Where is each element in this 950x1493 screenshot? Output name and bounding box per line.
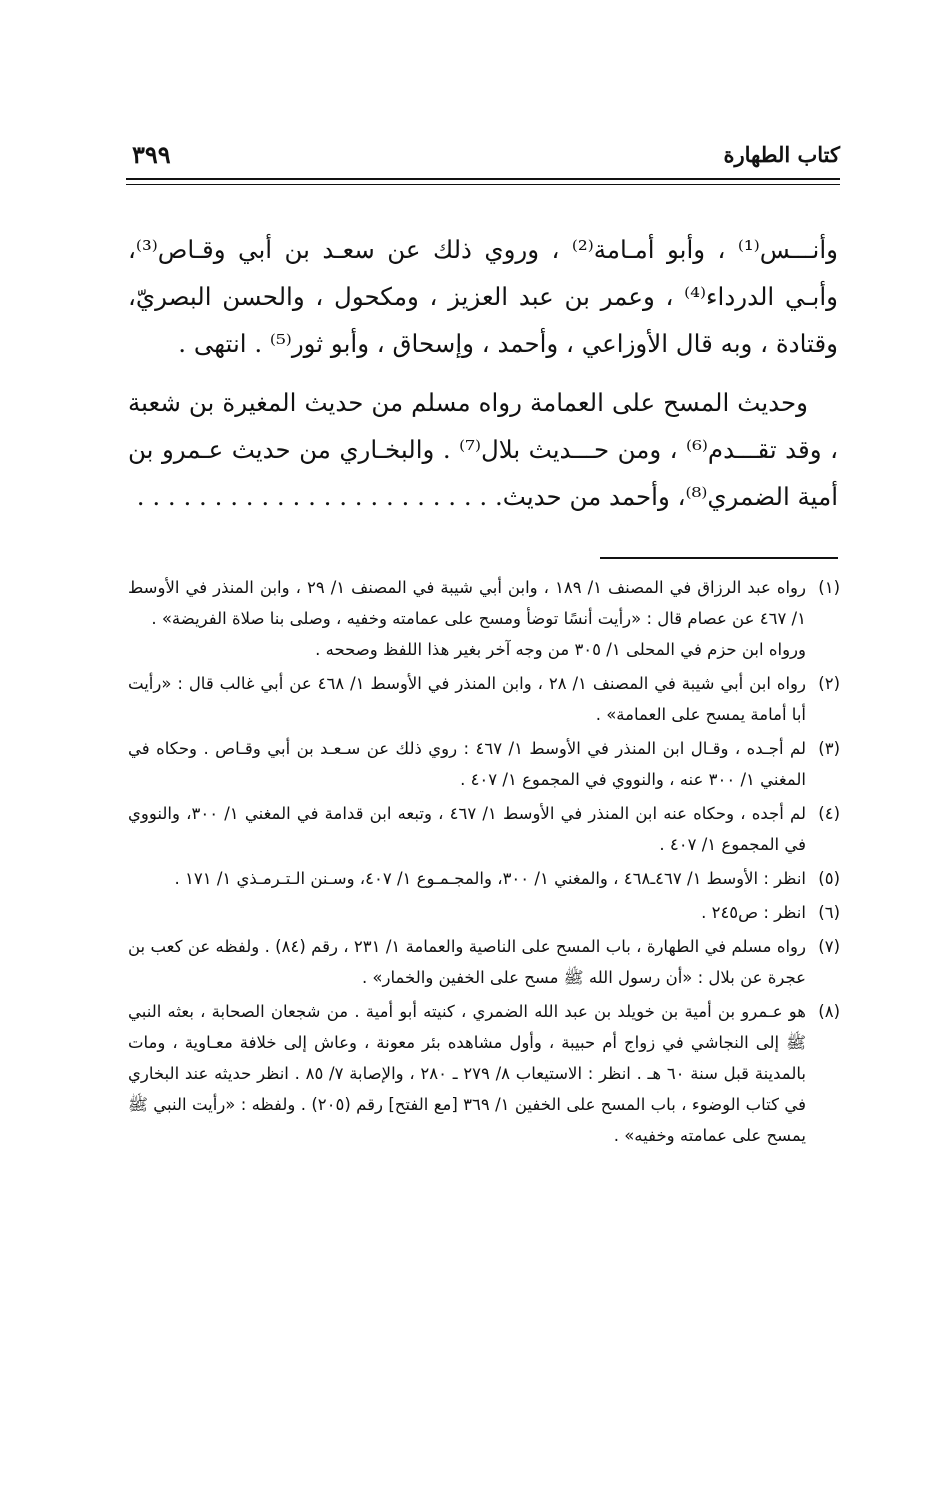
footnote	[128, 863, 840, 894]
footnote-text: رواه عبد الرزاق في المصنف ١/ ١٨٩ ، وابن أبي شيبة في المصنف ١/ ٢٩ ، وابن المنذر في الأوسط ١/ ٤٦٧ عن عصام قال : «رأيت أنسًا توضأ ومسح على عمامته وخفيه ، وصلى بنا صلاة الفريضة» .	[128, 578, 806, 628]
header-rule-thin	[126, 184, 840, 185]
footnote-number: (٤)	[818, 804, 840, 823]
footnote-text: لم أجده ، وحكاه عنه ابن المنذر في الأوسط ١/ ٤٦٧ ، وتبعه ابن قدامة في المغني ١/ ٣٠٠، والنووي في المجموع ١/ ٤٠٧ .	[128, 804, 806, 854]
footnote	[128, 733, 840, 795]
running-header	[126, 140, 840, 180]
footnote-number: (٨)	[818, 1002, 840, 1021]
footnote-text: لم أجـده ، وقـال ابن المنذر في الأوسط ١/ ٤٦٧ : روي ذلك عن سـعـد بن أبي وقـاص . وحكاه في المغني ١/ ٣٠٠ عنه ، والنووي في المجموع ١/ ٤٠٧ .	[128, 739, 806, 789]
footnote-number: (١)	[818, 578, 840, 597]
body-paragraph: وأنـــس⁽¹⁾ ، وأبو أمـامة⁽²⁾ ، وروي ذلك عن سعـد بن أبي وقـاص⁽³⁾، وأبـي الدرداء⁽⁴⁾ ، وعمر بن عبد العزيز ، ومكحول ، والحسن البصريّ، وقتادة ، وبه قال الأوزاعي ، وأحمد ، وإسحاق ، وأبو ثور⁽⁵⁾ . انتهى .	[128, 235, 839, 358]
page-number: ٣٩٩	[132, 140, 171, 169]
footnote-number: (٣)	[818, 739, 840, 758]
footnote-text: رواه ابن أبي شيبة في المصنف ١/ ٢٨ ، وابن المنذر في الأوسط ١/ ٤٦٨ عن أبي غالب قال : «رأيت أبا أمامة يمسح على العمامة» .	[128, 674, 806, 724]
footnote-separator	[600, 557, 838, 559]
body-paragraph: وحديث المسح على العمامة رواه مسلم من حديث المغيرة بن شعبة ، وقد تقـــدم⁽⁶⁾ ، ومن حـــديث بلال⁽⁷⁾ . والبخـاري من حديث عـمرو بن أمية الضمري⁽⁸⁾، وأحمد من حديث. . . . . . . . . . . . . . . . . . . . . . . .	[128, 388, 838, 511]
footnote	[128, 668, 840, 730]
footnote-number: (٧)	[818, 937, 840, 956]
footnote	[128, 798, 840, 860]
footnote-text: رواه مسلم في الطهارة ، باب المسح على الناصية والعمامة ١/ ٢٣١ ، رقم (٨٤) . ولفظه عن كعب بن عجرة عن بلال : «أن رسول الله ﷺ مسح على الخفين والخمار» .	[128, 937, 806, 987]
footnote-text: انظر : الأوسط ١/ ٤٦٧ـ٤٦٨ ، والمغني ١/ ٣٠٠، والمجـمـوع ١/ ٤٠٧، وسـنن الـتـرمـذي ١/ ١٧١ .	[174, 869, 806, 888]
chapter-title: كتاب الطهارة	[723, 142, 840, 167]
footnote	[128, 931, 840, 993]
footnote	[128, 897, 840, 928]
footnote-number: (٢)	[818, 674, 840, 693]
main-text	[128, 226, 838, 520]
footnote-number: (٥)	[818, 869, 840, 888]
footnote	[128, 996, 840, 1151]
footnote-text: انظر : ص٢٤٥ .	[701, 903, 806, 922]
footnote-number: (٦)	[818, 903, 840, 922]
footnote-text: هو عـمرو بن أمية بن خويلد بن عبد الله الضمري ، كنيته أبو أمية . من شجعان الصحابة ، بعثه النبي ﷺ إلى النجاشي في زواج أم حبيبة ، وأول مشاهده بئر معونة ، وعاش إلى خلافة معـاوية ، ومات بالمدينة قبل سنة ٦٠ هـ . انظر : الاستيعاب ٨/ ٢٧٩ ـ ٢٨٠ ، والإصابة ٧/ ٨٥ . انظر حديثه عند البخاري في كتاب الوضوء ، باب المسح على الخفين ١/ ٣٦٩ [مع الفتح] رقم (٢٠٥) . ولفظه : «رأيت النبي ﷺ يمسح على عمامته وخفيه» .	[128, 1002, 806, 1145]
footnote-text: ورواه ابن حزم في المحلى ١/ ٣٠٥ من وجه آخر بغير هذا اللفظ وصححه .	[315, 640, 806, 659]
footnote	[128, 572, 840, 665]
footnotes	[128, 572, 840, 1154]
header-rule-thick	[126, 178, 840, 180]
